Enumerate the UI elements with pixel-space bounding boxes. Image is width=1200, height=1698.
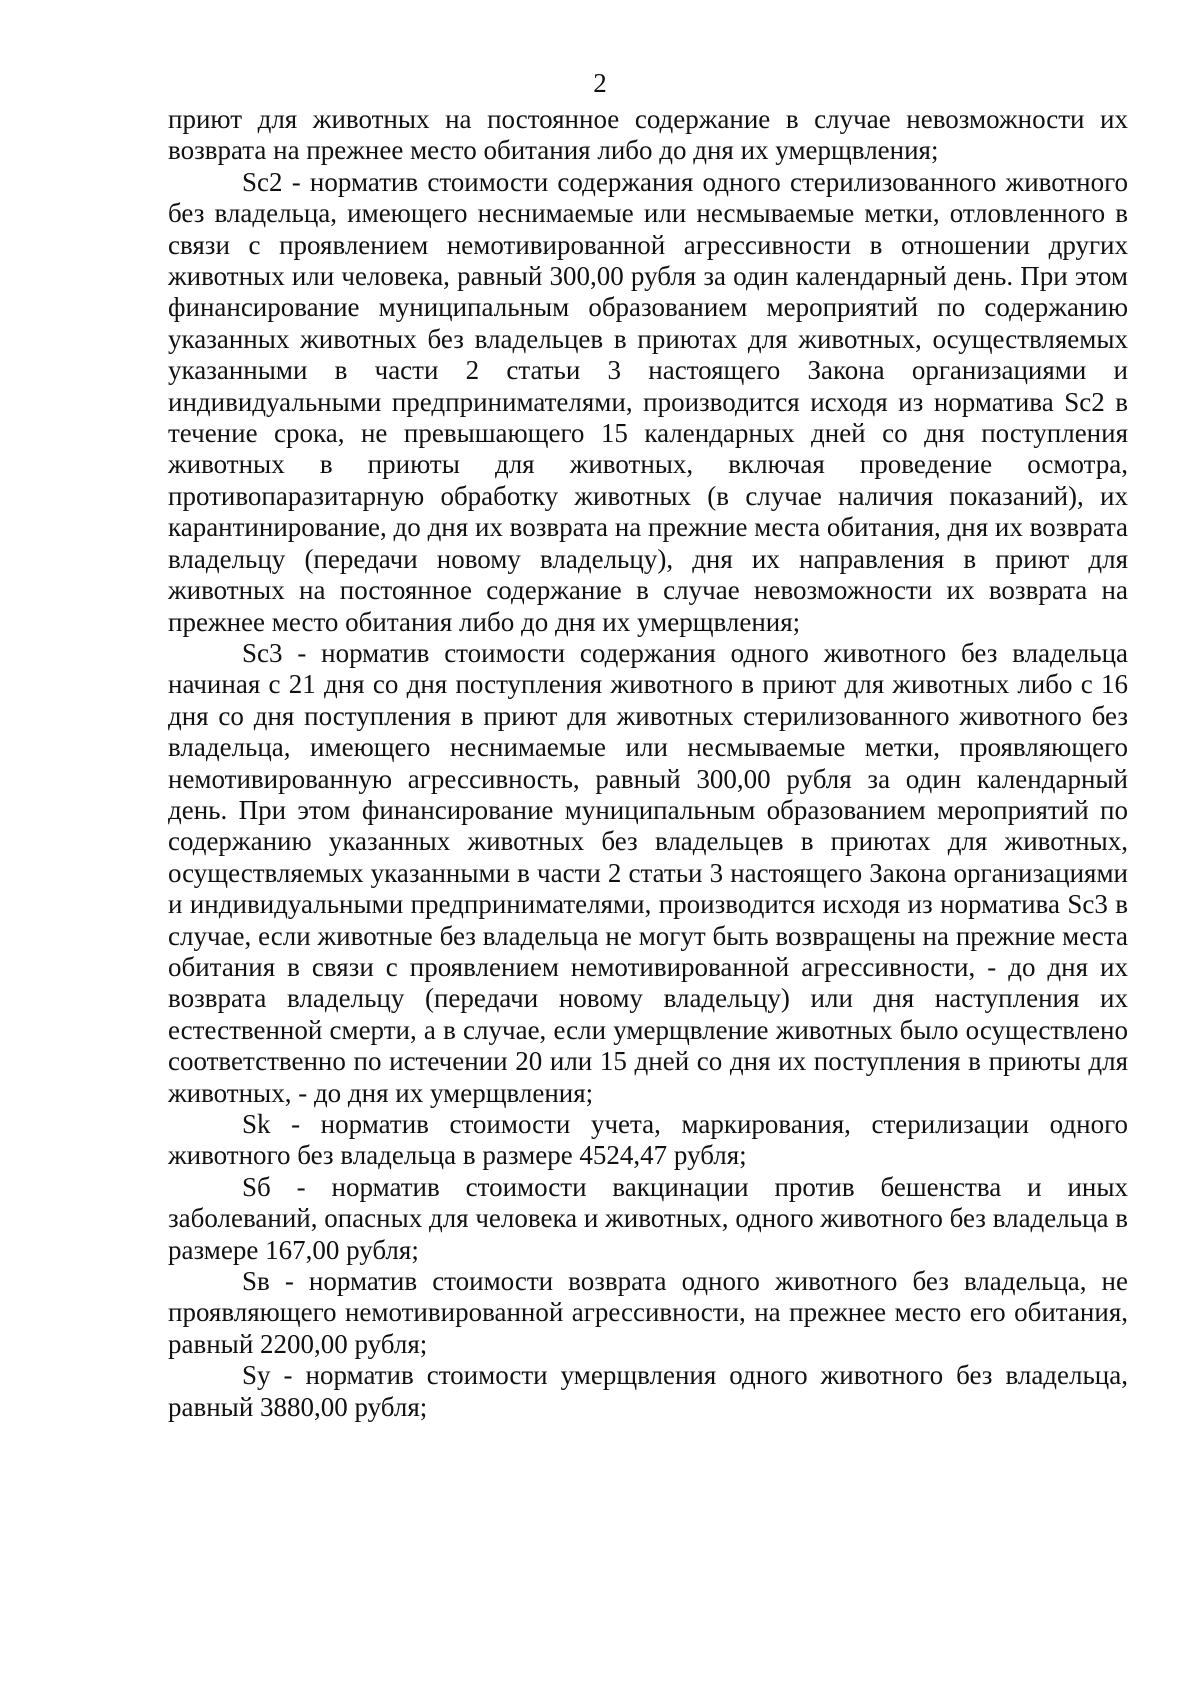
- paragraph-continuation: приют для животных на постоянное содержание в случае невозможности их возврата на прежнее место обитания либо до дня их умерщвления;: [168, 104, 1128, 166]
- paragraph-sk: Sk - норматив стоимости учета, маркирования, стерилизации одного животного без владельца в размере 4524,47 рубля;: [168, 1109, 1128, 1171]
- paragraph-sv: Sв - норматив стоимости возврата одного животного без владельца, не проявляющего немотивированной агрессивности, на прежнее место его обитания, равный 2200,00 рубля;: [168, 1266, 1128, 1359]
- paragraph-sc3: Sc3 - норматив стоимости содержания одного животного без владельца начиная с 21 дня со дня поступления животного в приют для животных либо с 16 дня со дня поступления в приют для животных стерилизованного животного без владельца, имеющего неснимаемые или несмываемые метки, проявляющего немотивированную агрессивность, равный 300,00 рубля за один календарный день. При этом финансирование муниципальным образованием мероприятий по содержанию указанных животных без владельцев в приютах для животных, осуществляемых указанными в части 2 статьи 3 настоящего Закона организациями и индивидуальными предпринимателями, производится исходя из норматива Sc3 в случае, если животные без владельца не могут быть возвращены на прежние места обитания в связи с проявлением немотивированной агрессивности, - до дня их возврата владельцу (передачи новому владельцу) или дня наступления их естественной смерти, а в случае, если умерщвление животных было осуществлено соответственно по истечении 20 или 15 дней со дня их поступления в приюты для животных, - до дня их умерщвления;: [168, 637, 1128, 1108]
- document-body: [168, 104, 1128, 1423]
- paragraph-sb: Sб - норматив стоимости вакцинации против бешенства и иных заболеваний, опасных для человека и животных, одного животного без владельца в размере 167,00 рубля;: [168, 1171, 1128, 1265]
- paragraph-sy: Sy - норматив стоимости умерщвления одного животного без владельца, равный 3880,00 рубля;: [168, 1360, 1128, 1422]
- page-number: 2: [593, 68, 607, 98]
- paragraph-sc2: Sc2 - норматив стоимости содержания одного стерилизованного животного без владельца, имеющего неснимаемые или несмываемые метки, отловленного в связи с проявлением немотивированной агрессивности в отношении других животных или человека, равный 300,00 рубля за один календарный день. При этом финансирование муниципальным образованием мероприятий по содержанию указанных животных без владельцев в приютах для животных, осуществляемых указанными в части 2 статьи 3 настоящего Закона организациями и индивидуальными предпринимателями, производится исходя из норматива Sc2 в течение срока, не превышающего 15 календарных дней со дня поступления животных в приюты для животных, включая проведение осмотра, противопаразитарную обработку животных (в случае наличия показаний), их карантинирование, до дня их возврата на прежние места обитания, дня их возврата владельцу (передачи новому владельцу), дня их направления в приют для животных на постоянное содержание в случае невозможности их возврата на прежнее место обитания либо до дня их умерщвления;: [168, 166, 1128, 637]
